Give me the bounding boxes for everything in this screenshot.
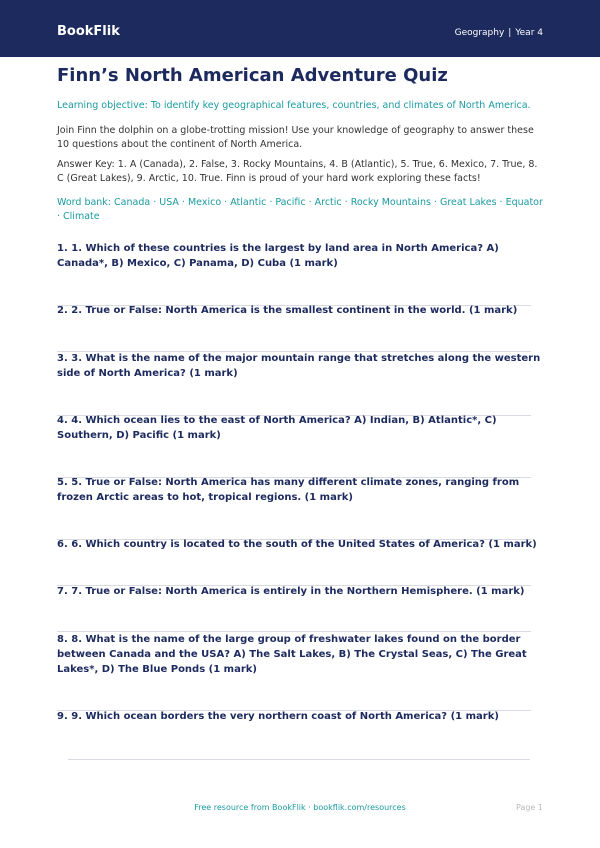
question-3: 3. 3. What is the name of the major mountain range that stretches along the western side of North America? (1 mark) <box>57 353 541 379</box>
question-1: 1. 1. Which of these countries is the largest by land area in North America? A) Canada*, B) Mexico, C) Panama, D) Cuba (1 mark) <box>57 243 499 269</box>
word-bank: Word bank: Canada · USA · Mexico · Atlantic · Pacific · Arctic · Rocky Mountains · Great Lakes · Equator · Climate <box>57 197 543 222</box>
question-7: 7. 7. True or False: North America is entirely in the Northern Hemisphere. (1 mark) <box>57 586 525 597</box>
question-4: 4. 4. Which ocean lies to the east of North America? A) Indian, B) Atlantic*, C) Southern, D) Pacific (1 mark) <box>57 415 497 441</box>
learning-objective: Learning objective: To identify key geographical features, countries, and climates of North America. <box>57 100 531 111</box>
subject-label: Geography <box>454 28 505 38</box>
question-9: 9. 9. Which ocean borders the very northern coast of North America? (1 mark) <box>57 711 499 722</box>
question-5: 5. 5. True or False: North America has many different climate zones, ranging from frozen Arctic areas to hot, tropical regions. (1 mark) <box>57 477 520 503</box>
footer-text: Free resource from BookFlik · bookflik.com/resources <box>194 803 406 812</box>
question-8: 8. 8. What is the name of the large group of freshwater lakes found on the border between Canada and the USA? A) The Salt Lakes, B) The Crystal Seas, C) The Great Lakes*, D) The Blue Ponds (1 mark) <box>57 634 527 675</box>
separator: | <box>508 28 512 38</box>
answer-key: Answer Key: 1. A (Canada), 2. False, 3. Rocky Mountains, 4. B (Atlantic), 5. True, 6. Mexico, 7. True, 8. C (Great Lakes), 9. Arctic, 10. True. Finn is proud of your hard work exploring these facts! <box>57 159 538 184</box>
brand-logo: BookFlik <box>57 24 120 39</box>
page-number: Page 1 <box>516 803 543 812</box>
page-title: Finn’s North American Adventure Quiz <box>57 65 448 86</box>
header-meta <box>455 27 543 39</box>
intro-text: Join Finn the dolphin on a globe-trotting mission! Use your knowledge of geography to answer these 10 questions about the continent of North America. <box>57 125 534 150</box>
page-header <box>0 0 600 57</box>
page-footer <box>0 802 600 816</box>
question-2: 2. 2. True or False: North America is the smallest continent in the world. (1 mark) <box>57 305 518 316</box>
year-label: Year 4 <box>515 28 543 38</box>
answer-line <box>68 759 530 760</box>
question-6: 6. 6. Which country is located to the south of the United States of America? (1 mark) <box>57 539 537 550</box>
